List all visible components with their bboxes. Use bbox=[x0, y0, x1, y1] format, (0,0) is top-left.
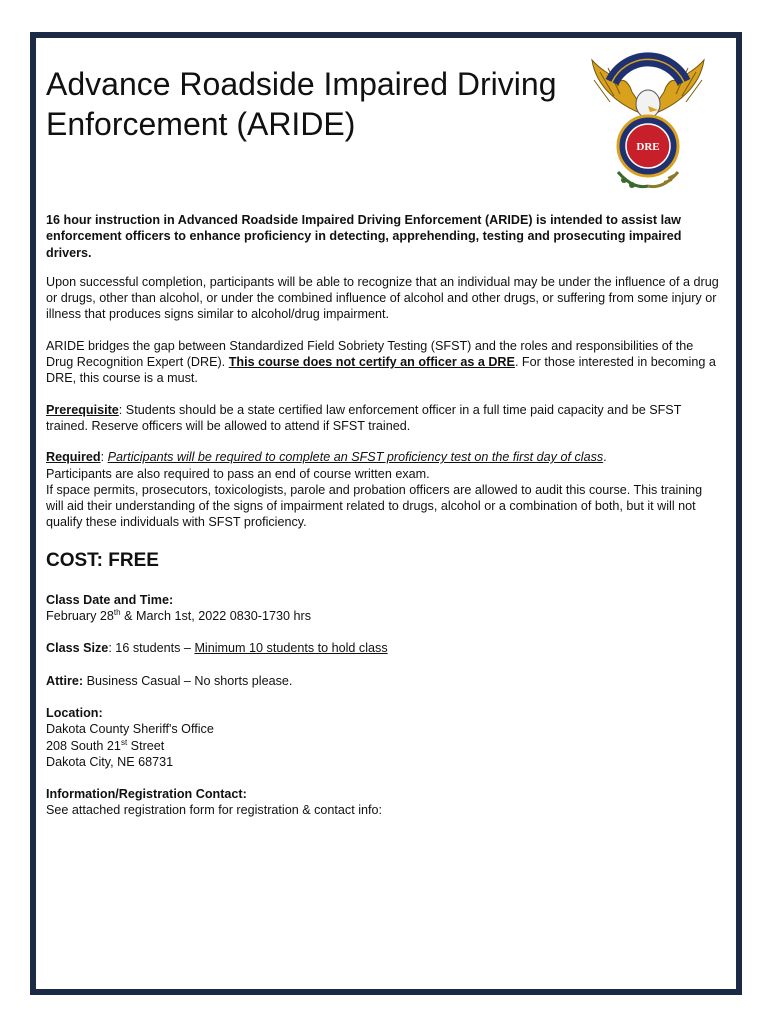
prerequisite-text: : Students should be a state certified law enforcement officer in a full time paid capacity and be SFST trained. Reserve officers will be allowed to attend if SFST trained. bbox=[46, 402, 682, 433]
bridge-text-after: . For those interested in becoming a DRE, this course is a must. bbox=[46, 355, 716, 386]
location-line-1: Dakota County Sheriff's Office bbox=[46, 722, 214, 737]
class-date-sup: th bbox=[113, 607, 121, 617]
location-street-part1: 208 South 21 bbox=[46, 738, 121, 753]
location-street-part2: Street bbox=[127, 738, 165, 753]
dre-eagle-emblem bbox=[588, 46, 708, 198]
cost-heading: COST: FREE bbox=[46, 549, 159, 571]
bridge-text: ARIDE bridges the gap between Standardized Field Sobriety Testing (SFST) and the roles and responsibilities of the Drug Recognition Expert (DRE). bbox=[46, 338, 694, 370]
class-date-value bbox=[46, 608, 722, 624]
required-period: . bbox=[603, 450, 607, 465]
class-date-part1: February 28 bbox=[46, 609, 114, 624]
emblem-dre-text: DRE bbox=[636, 141, 660, 153]
document-body bbox=[46, 212, 722, 819]
attire-line bbox=[46, 673, 722, 689]
contact-label: Information/Registration Contact: bbox=[46, 787, 247, 802]
attire-label: Attire: bbox=[46, 673, 84, 688]
location-line-3: Dakota City, NE 68731 bbox=[46, 754, 174, 769]
class-size-text: : 16 students – bbox=[108, 641, 195, 656]
class-size-label: Class Size bbox=[46, 641, 109, 656]
contact-text: See attached registration form for registration & contact info: bbox=[46, 803, 383, 818]
class-date-label: Class Date and Time: bbox=[46, 592, 174, 607]
location-line-2 bbox=[46, 738, 722, 754]
completion-paragraph: Upon successful completion, participants will be able to recognize that an individual may be under the influence of a drug or drugs, other than alcohol, or under the combined influence of alcohol and other drugs, or suffering from some injury or illness that produces signs similar to alcohol/drug impairment. bbox=[46, 274, 719, 322]
class-size-minimum: Minimum 10 students to hold class bbox=[194, 641, 388, 656]
bridge-emphasis: This course does not certify an officer as a DRE bbox=[228, 355, 515, 370]
required-line-2: Participants are also required to pass an end of course written exam. bbox=[46, 466, 430, 481]
required-line-3: If space permits, prosecutors, toxicologists, parole and probation officers are allowed to audit this course. This training will aid their understanding of the signs of impairment related to drugs, alcohol or a combination of both, but it will not qualify these individuals with SFST proficiency. bbox=[46, 482, 703, 530]
prerequisite-label: Prerequisite bbox=[46, 402, 119, 417]
required-emphasis: Participants will be required to complete an SFST proficiency test on the first day of class bbox=[107, 450, 604, 465]
required-label: Required bbox=[46, 450, 101, 465]
location-street-sup: st bbox=[120, 737, 128, 747]
document-page bbox=[30, 32, 742, 995]
required-colon: : bbox=[100, 450, 108, 465]
attire-text: Business Casual – No shorts please. bbox=[83, 673, 293, 688]
page-title: Advance Roadside Impaired Driving Enforcement (ARIDE) bbox=[46, 66, 557, 142]
class-date-part2: & March 1st, 2022 0830-1730 hrs bbox=[120, 609, 311, 624]
bridge-paragraph bbox=[46, 338, 722, 387]
required-paragraph bbox=[46, 449, 722, 465]
prerequisite-paragraph bbox=[46, 402, 722, 435]
location-label: Location: bbox=[46, 705, 103, 720]
intro-paragraph: 16 hour instruction in Advanced Roadside Impaired Driving Enforcement (ARIDE) is intended to assist law enforcement officers to enhance proficiency in detecting, apprehending, testing and prosecuting impaired drivers. bbox=[46, 213, 682, 260]
class-size-line bbox=[46, 640, 722, 656]
